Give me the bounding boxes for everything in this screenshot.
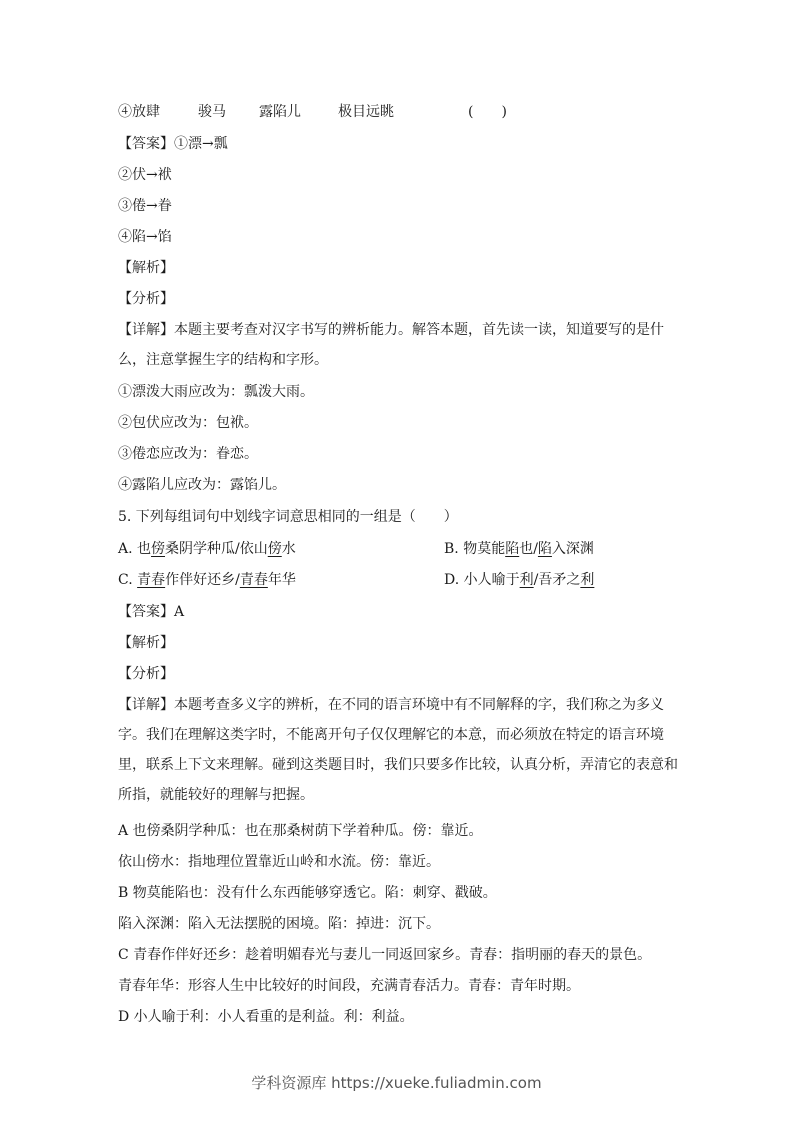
analysis-4-fenxi: 【分析】 [118, 291, 174, 307]
option-c [118, 571, 296, 589]
option-c-underline-1: 青春 [137, 572, 166, 588]
q4-word-1: ④放肆 [118, 104, 160, 120]
correction-3: ③倦恋应改为：眷恋。 [118, 446, 258, 462]
correction-1: ①漂泼大雨应改为：瓢泼大雨。 [118, 384, 314, 400]
explanation-c-2: 青春年华：形容人生中比较好的时间段，充满青春活力。青春：青年时期。 [118, 978, 580, 994]
question-5-stem: 5. 下列每组词句中划线字词意思相同的一组是（ ） [118, 509, 458, 525]
option-d-middle: /吾矛之 [533, 572, 581, 588]
q4-word-2: 骏马 [198, 104, 226, 120]
option-d-underline-1: 利 [519, 572, 534, 588]
explanation-a-2: 依山傍水：指地理位置靠近山岭和水流。傍：靠近。 [118, 854, 440, 870]
answer-4-line-1: 【答案】①漂→瓢 [118, 136, 228, 152]
option-a-middle: 桑阴学种瓜/依山 [165, 541, 268, 557]
option-a [118, 540, 296, 558]
option-c-suffix: 年华 [267, 572, 296, 588]
answer-4-line-4: ④陷→馅 [118, 229, 172, 245]
q4-word-3: 露陷儿 [259, 104, 301, 120]
option-b [444, 540, 594, 558]
analysis-5-jiexi: 【解析】 [118, 635, 174, 651]
answer-4-line-2: ②伏→袱 [118, 167, 172, 183]
option-a-underline-2: 傍 [267, 541, 282, 557]
analysis-4-jiexi: 【解析】 [118, 260, 174, 276]
option-b-underline-1: 陷 [505, 541, 520, 557]
option-b-suffix: 入深渊 [551, 541, 594, 557]
option-d-underline-2: 利 [580, 572, 595, 588]
option-c-prefix: C. [118, 572, 138, 588]
analysis-4-detail: 【详解】本题主要考查对汉字书写的辨析能力。解答本题，首先读一读，知道要写的是什么，注意掌握生字的结构和字形。 [118, 322, 664, 368]
explanation-b-2: 陷入深渊：陷入无法摆脱的困境。陷：掉进：沉下。 [118, 916, 440, 932]
q4-word-4: 极目远眺 [338, 104, 394, 120]
footer-watermark: 学科资源库 https://xueke.fuliadmin.com [251, 1074, 542, 1092]
analysis-5-detail: 【详解】本题考查多义字的辨析，在不同的语言环境中有不同解释的字，我们称之为多义字。我们在理解这类字时，不能离开句子仅仅理解它的本意，而必须放在特定的语言环境里，联系上下文来理解。碰到这类题目时，我们只要多作比较，认真分析，弄清它的表意和所指，就能较好的理解与把握。 [118, 697, 678, 803]
correction-2: ②包伏应改为：包袱。 [118, 415, 258, 431]
answer-5: 【答案】A [118, 604, 185, 620]
answer-4-line-3: ③倦→眷 [118, 198, 172, 214]
explanation-a-1: A 也傍桑阴学种瓜：也在那桑树荫下学着种瓜。傍：靠近。 [118, 823, 483, 839]
option-a-suffix: 水 [281, 541, 296, 557]
option-c-middle: 作伴好还乡/ [165, 572, 240, 588]
option-b-middle: 也/ [519, 541, 538, 557]
question-4-line [118, 103, 678, 121]
option-c-underline-2: 青春 [239, 572, 268, 588]
q4-answer-paren: ( ) [468, 104, 507, 120]
option-a-prefix: A. 也 [118, 541, 152, 557]
analysis-5-fenxi: 【分析】 [118, 666, 174, 682]
option-b-prefix: B. 物莫能 [444, 541, 506, 557]
option-d-prefix: D. 小人喻于 [444, 572, 520, 588]
explanation-d-1: D 小人喻于利：小人看重的是利益。利：利益。 [118, 1009, 414, 1025]
option-a-underline-1: 傍 [151, 541, 166, 557]
explanation-c-1: C 青春作伴好还乡：趁着明媚春光与妻儿一同返回家乡。青春：指明丽的春天的景色。 [118, 947, 652, 963]
option-b-underline-2: 陷 [537, 541, 552, 557]
explanation-b-1: B 物莫能陷也：没有什么东西能够穿透它。陷：刺穿、戳破。 [118, 885, 497, 901]
option-d [444, 571, 594, 589]
correction-4: ④露陷儿应改为：露馅儿。 [118, 477, 286, 493]
